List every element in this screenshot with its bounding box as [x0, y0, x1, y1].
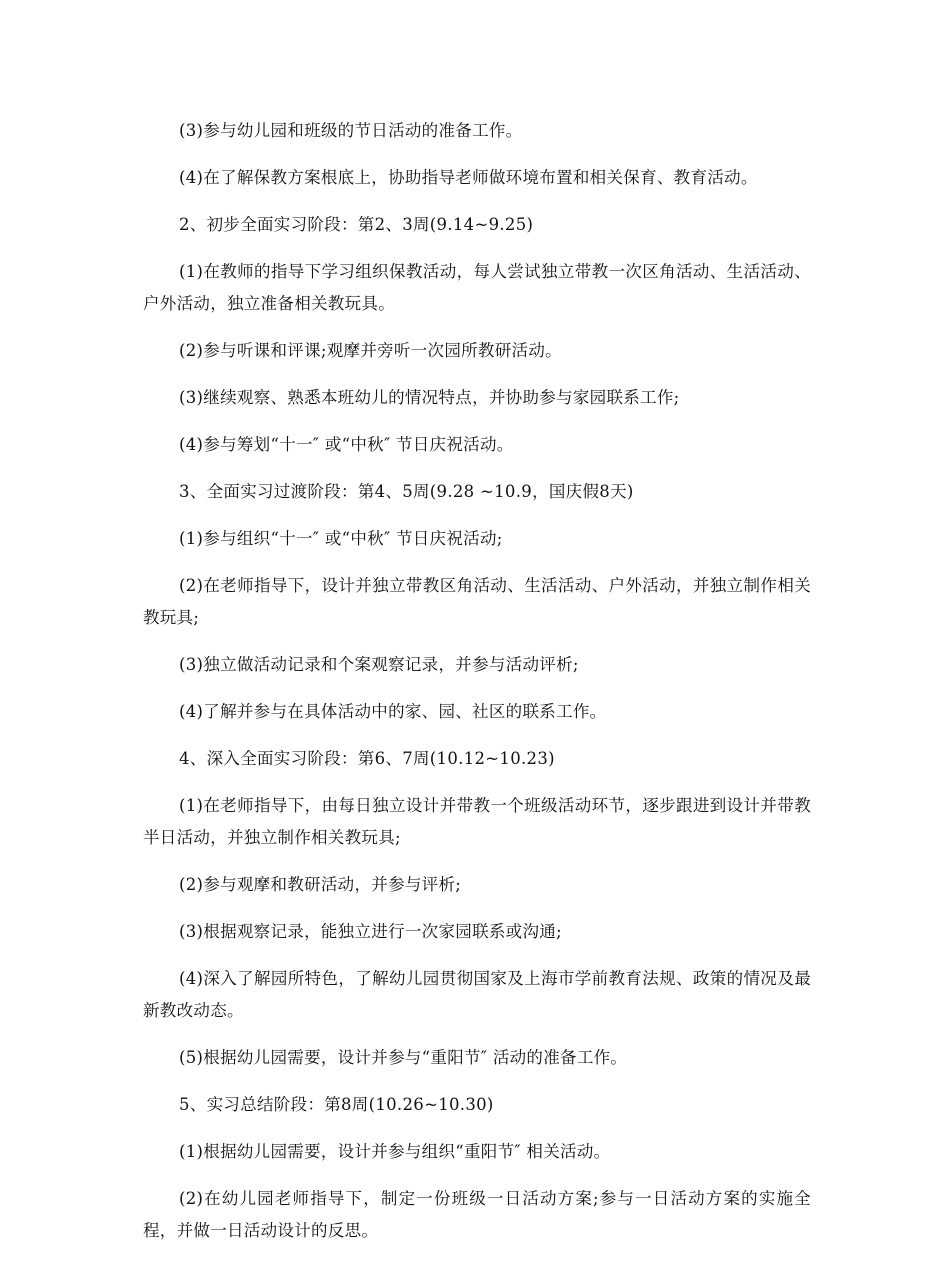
paragraph-7: (4)参与筹划“十一″ 或“中秋″ 节日庆祝活动。 [179, 435, 514, 454]
paragraph-11: (3)独立做活动记录和个案观察记录，并参与活动评析; [179, 655, 579, 674]
paragraph-12: (4)了解并参与在具体活动中的家、园、社区的联系工作。 [179, 702, 607, 721]
section-heading-2: 2、初步全面实习阶段：第2、3周(9.14~9.25) [179, 215, 534, 234]
section-heading-4: 4、深入全面实习阶段：第6、7周(10.12~10.23) [179, 749, 555, 768]
paragraph-14: (1)在老师指导下，由每日独立设计并带教一个班级活动环节，逐步跟进到设计并带教半日活动，并独立制作相关教玩具; [143, 796, 811, 847]
paragraph-15: (2)参与观摩和教研活动，并参与评析; [179, 875, 462, 894]
paragraph-18: (5)根据幼儿园需要，设计并参与“重阳节″ 活动的准备工作。 [179, 1048, 628, 1067]
section-heading-5: 5、实习总结阶段：第8周(10.26~10.30) [179, 1095, 494, 1114]
paragraph-10: (2)在老师指导下，设计并独立带教区角活动、生活活动、户外活动，并独立制作相关教玩具; [143, 576, 811, 627]
paragraph-16: (3)根据观察记录，能独立进行一次家园联系或沟通; [179, 922, 562, 941]
paragraph-1: (3)参与幼儿园和班级的节日活动的准备工作。 [179, 121, 523, 140]
paragraph-4: (1)在教师的指导下学习组织保教活动，每人尝试独立带教一次区角活动、生活活动、户外活动，独立准备相关教玩具。 [143, 262, 811, 313]
paragraph-9: (1)参与组织“十一″ 或“中秋″ 节日庆祝活动; [179, 529, 503, 548]
document-body [143, 115, 811, 1262]
paragraph-5: (2)参与听课和评课;观摩并旁听一次园所教研活动。 [179, 341, 562, 360]
paragraph-17: (4)深入了解园所特色，了解幼儿园贯彻国家及上海市学前教育法规、政策的情况及最新教改动态。 [143, 969, 811, 1020]
paragraph-21: (2)在幼儿园老师指导下，制定一份班级一日活动方案;参与一日活动方案的实施全程，并做一日活动设计的反思。 [143, 1189, 811, 1240]
paragraph-6: (3)继续观察、熟悉本班幼儿的情况特点，并协助参与家园联系工作; [179, 388, 680, 407]
section-heading-3: 3、全面实习过渡阶段：第4、5周(9.28 ~10.9，国庆假8天) [179, 482, 634, 501]
paragraph-20: (1)根据幼儿园需要，设计并参与组织“重阳节″ 相关活动。 [179, 1142, 611, 1161]
paragraph-2: (4)在了解保教方案根底上，协助指导老师做环境布置和相关保育、教育活动。 [179, 168, 758, 187]
